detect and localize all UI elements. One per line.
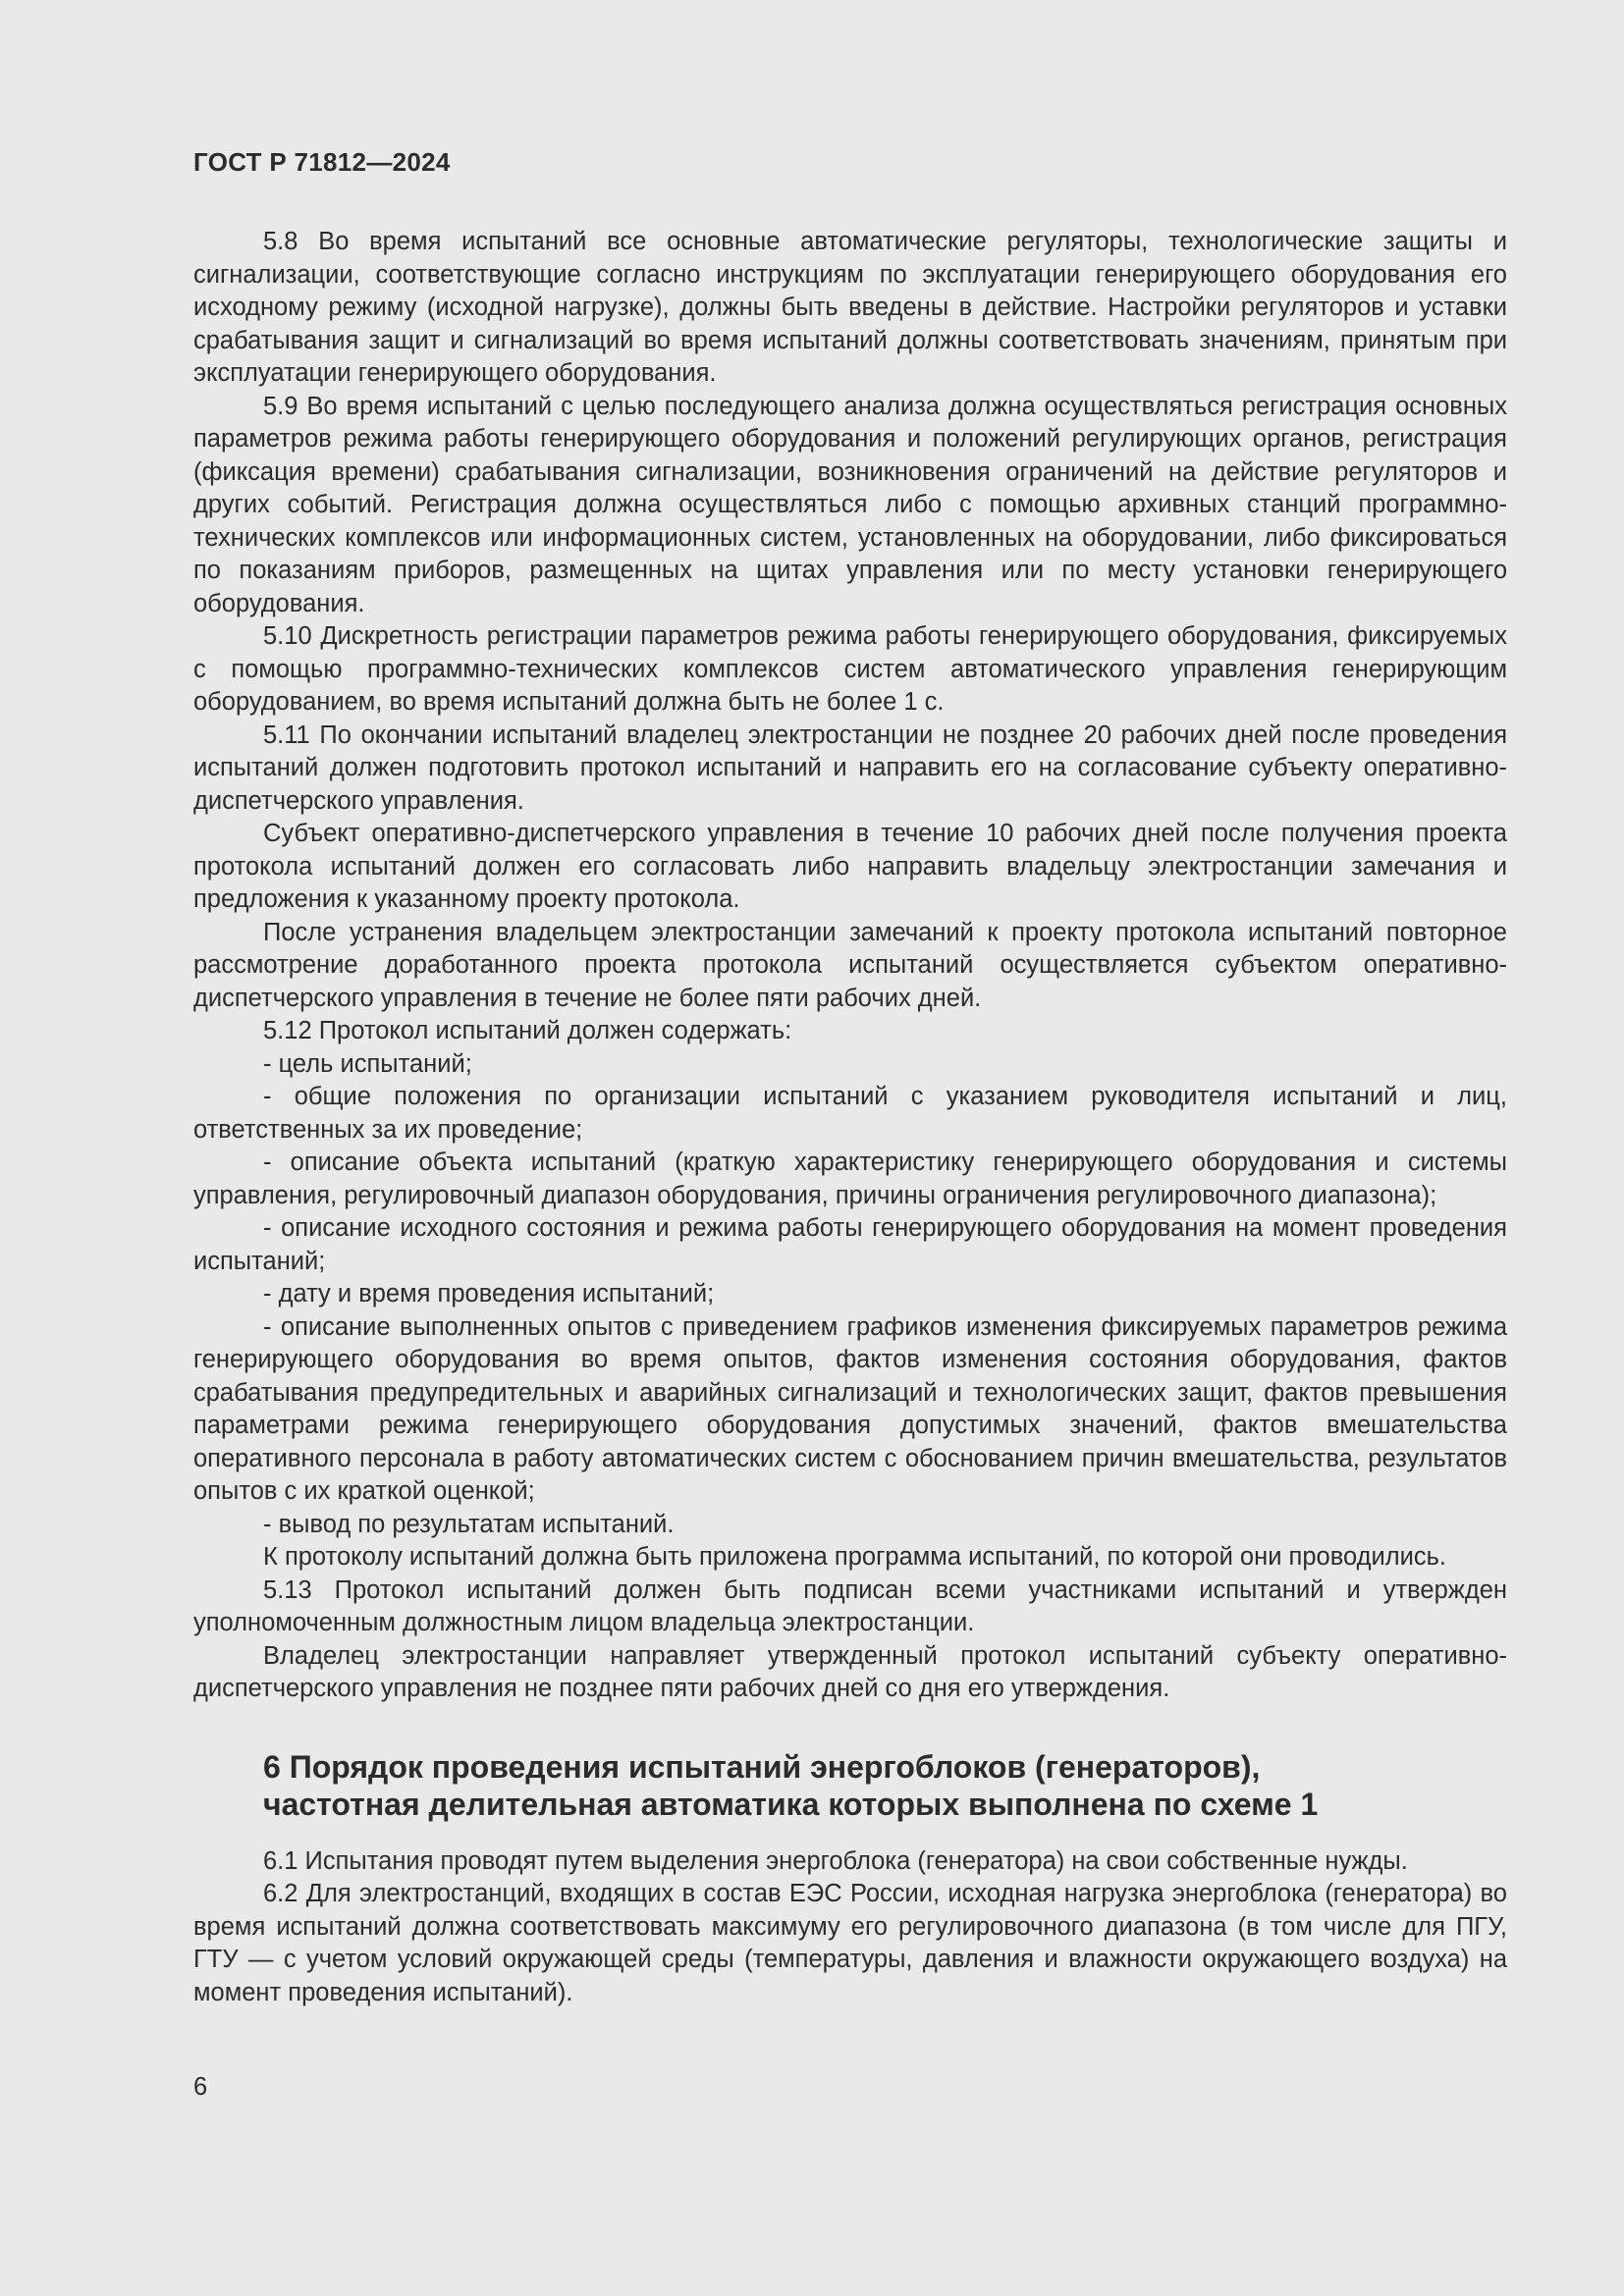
section-title-line: 6 Порядок проведения испытаний энергоблоков (генераторов), [263,1748,1261,1785]
list-item: - цель испытаний; [263,1049,472,1078]
document-header: ГОСТ Р 71812—2024 [193,147,451,177]
list-item: - вывод по результатам испытаний. [263,1510,675,1538]
paragraph-5-9: 5.9 Во время испытаний с целью последующего анализа должна осуществляться регистрация основных параметров режима работы генерирующего оборудования и положений регулирующих органов, регистрация (фиксация времени) срабатывания сигнализации, возникновения ограничений на действие регуляторов и других событий. Регистрация должна осуществляться либо с помощью архивных станций программно-технических комплексов или информационных систем, установленных на оборудовании, либо фиксироваться по показаниям приборов, размещенных на щитах управления или по месту установки генерирующего оборудования. [193,392,1507,617]
paragraph-5-11: 5.11 По окончании испытаний владелец электростанции не позднее 20 рабочих дней после проведения испытаний должен подготовить протокол испытаний и направить его на согласование субъекту оперативно-диспетчерского управления. [193,721,1507,815]
paragraph: К протоколу испытаний должна быть приложена программа испытаний, по которой они проводились. [263,1543,1446,1571]
paragraph-6-1: 6.1 Испытания проводят путем выделения энергоблока (генератора) на свои собственные нужды. [263,1846,1408,1875]
paragraph: Субъект оперативно-диспетчерского управления в течение 10 рабочих дней после получения проекта протокола испытаний должен его согласовать либо направить владельцу электростанции замечания и предложения к указанному проекту протокола. [193,820,1507,913]
paragraph: Владелец электростанции направляет утвержденный протокол испытаний субъекту оперативно-диспетчерского управления не позднее пяти рабочих дней со дня его утверждения. [193,1641,1507,1702]
list-item: - описание объекта испытаний (краткую характеристику генерирующего оборудования и системы управления, регулировочный диапазон оборудования, причины ограничения регулировочного диапазона); [193,1148,1507,1209]
section-title-line: частотная делительная автоматика которых выполнена по схеме 1 [263,1786,1319,1822]
paragraph-6-2: 6.2 Для электростанций, входящих в состав ЕЭС России, исходная нагрузка энергоблока (генератора) во время испытаний должна соответствовать максимуму его регулировочного диапазона (в том числе для ПГУ, ГТУ — с учетом условий окружающей среды (температуры, давления и влажности окружающего воздуха) на момент проведения испытаний). [193,1880,1507,2006]
list-item: - описание исходного состояния и режима работы генерирующего оборудования на момент проведения испытаний; [193,1214,1507,1275]
paragraph: После устранения владельцем электростанции замечаний к проекту протокола испытаний повторное рассмотрение доработанного проекта протокола испытаний осуществляется субъектом оперативно-диспетчерского управления в течение не более пяти рабочих дней. [193,918,1507,1012]
paragraph-5-13: 5.13 Протокол испытаний должен быть подписан всеми участниками испытаний и утвержден уполномоченным должностным лицом владельца электростанции. [193,1575,1507,1636]
document-body [193,226,1507,2009]
list-item: - дату и время проведения испытаний; [263,1280,715,1308]
paragraph-5-10: 5.10 Дискретность регистрации параметров режима работы генерирующего оборудования, фиксируемых с помощью программно-технических комплексов систем автоматического управления генерирующим оборудованием, во время испытаний должна быть не более 1 с. [193,622,1507,716]
paragraph-5-8: 5.8 Во время испытаний все основные автоматические регуляторы, технологические защиты и сигнализации, соответствующие согласно инструкциям по эксплуатации генерирующего оборудования его исходному режиму (исходной нагрузке), должны быть введены в действие. Настройки регуляторов и уставки срабатывания защит и сигнализаций во время испытаний должны соответствовать значениям, принятым при эксплуатации генерирующего оборудования. [193,228,1507,387]
section-6-title [263,1748,1507,1823]
list-item: - описание выполненных опытов с приведением графиков изменения фиксируемых параметров режима генерирующего оборудования во время опытов, фактов изменения состояния оборудования, фактов срабатывания предупредительных и аварийных сигнализаций и технологических защит, фактов превышения параметрами режима генерирующего оборудования допустимых значений, фактов вмешательства оперативного персонала в работу автоматических систем с обоснованием причин вмешательства, результатов опытов с их краткой оценкой; [193,1312,1507,1505]
list-item: - общие положения по организации испытаний с указанием руководителя испытаний и лиц, ответственных за их проведение; [193,1083,1507,1144]
page-number: 6 [193,2073,208,2101]
paragraph-5-12: 5.12 Протокол испытаний должен содержать: [263,1017,792,1044]
